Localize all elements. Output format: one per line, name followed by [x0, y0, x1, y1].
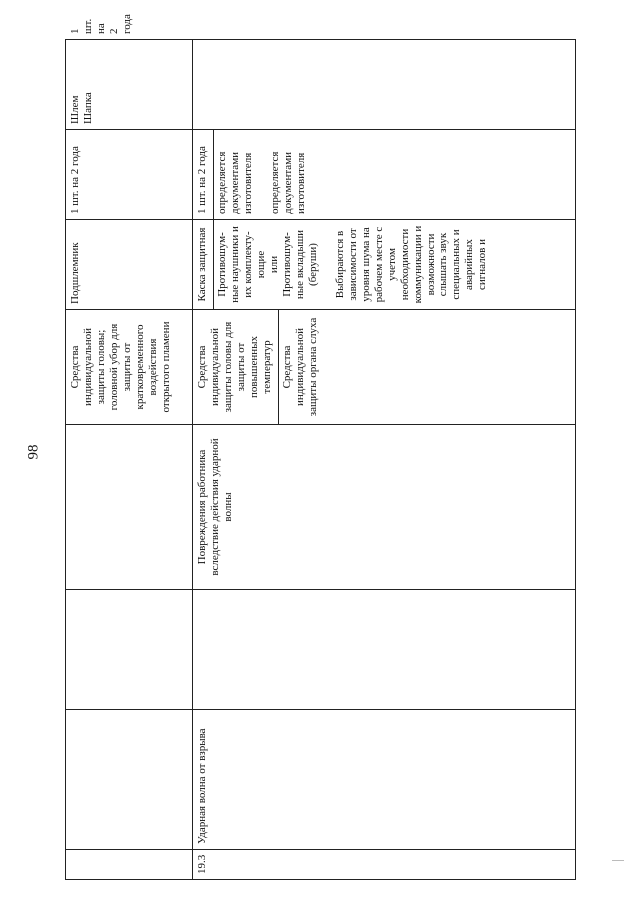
ppe-item-cell: Подшлемник: [66, 220, 193, 310]
empty-cell: [66, 590, 193, 710]
row-number-cell: [66, 850, 193, 880]
hearing-norms: [213, 130, 308, 219]
scan-mark: [612, 860, 624, 861]
rotated-table-container: [65, 14, 575, 880]
ppe-item2-cell: [193, 40, 576, 130]
ppe-item2-text: Шлем Шапка: [69, 92, 94, 124]
helmet-norm-text: 1 шт. на 2 года: [196, 146, 208, 214]
consequence-cell: [66, 425, 193, 590]
ppe-hearing-text: Средства индивидуальной защиты органа слуха: [278, 310, 320, 424]
row-number-cell: 19.3: [193, 850, 576, 880]
issue-norm-cell: 1 шт. на 2 года: [66, 130, 193, 220]
table-row: [193, 40, 576, 880]
empty-cell: [193, 590, 576, 710]
selection-note-text: Выбираются в зависимости от уровня шума на рабочем месте с учетом необходимости коммуникации и возможности слышать звук специальных и аварийных сигналов и: [333, 225, 489, 304]
earplugs-norm-text: определяется документами изготовителя: [268, 151, 307, 214]
earplugs-text: Противошум-ные вкладыши (беруши): [280, 229, 319, 300]
hearing-items: [213, 220, 489, 309]
earmuffs-text: Противошум-ные наушники и их комплекту-ющие: [215, 226, 267, 303]
hazard-cell: [66, 710, 193, 850]
earmuffs-norm-text: определяется документами изготовителя: [215, 151, 254, 214]
table-row: Средства индивидуальной защиты головы; головной убор для защиты от кратковременного воздействия открытого пламени Подшлемник 1 шт. на 2 года Шлем Шапка 1 шт. на 2 года: [66, 40, 193, 880]
issue-norm-cell: [193, 130, 576, 220]
page-number: 98: [25, 444, 42, 460]
ppe-head-text: Средства индивидуальной защиты головы для защиты от повышенных температур: [196, 321, 273, 413]
ppe-item2-cell: [66, 40, 193, 130]
consequence-cell: Повреждения работника вследствие действия ударной волны: [193, 425, 576, 590]
ppe-item-cell: [193, 220, 576, 310]
ppe-type-cell: Средства индивидуальной защиты головы; головной убор для защиты от кратковременного воздействия открытого пламени: [66, 310, 193, 425]
hazard-cell: Ударная волна от взрыва: [193, 710, 576, 850]
or-text: или: [267, 255, 280, 274]
helmet-item-text: Каска защитная: [196, 227, 208, 302]
ppe-norms-table: [65, 14, 576, 880]
ppe-type-cell: [193, 310, 576, 425]
